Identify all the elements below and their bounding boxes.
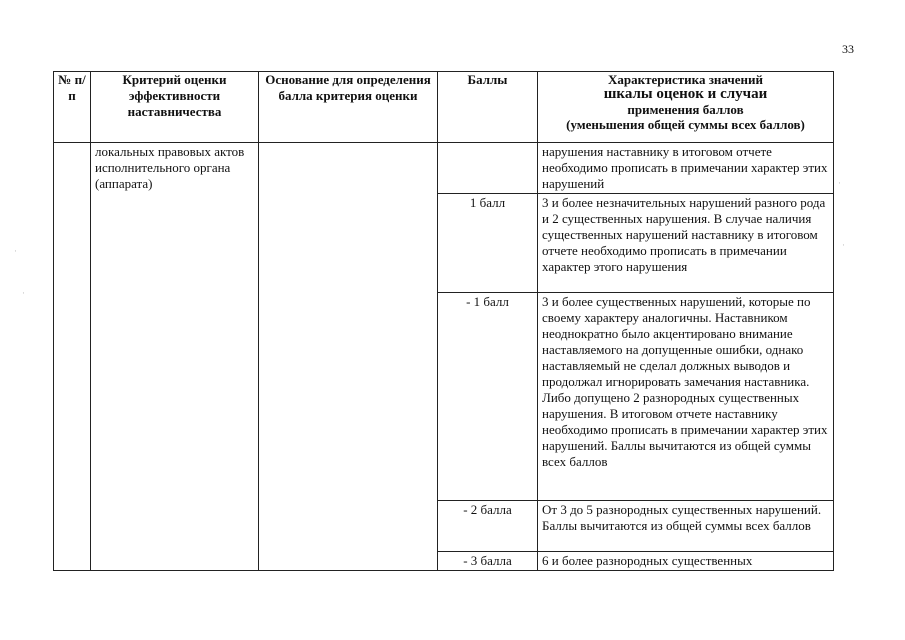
scan-speck: · — [22, 288, 25, 298]
header-score: Баллы — [438, 72, 538, 143]
header-num: № п/п — [54, 72, 91, 143]
header-characteristic-line1: Характеристика значений — [608, 72, 763, 87]
table-row — [54, 143, 834, 194]
cell-basis — [259, 143, 438, 571]
page-number: 33 — [842, 42, 854, 56]
criteria-table — [53, 71, 834, 571]
header-characteristic-line3: применения баллов — [627, 102, 744, 117]
header-characteristic-line4: (уменьшения общей суммы всех баллов) — [566, 117, 805, 132]
scan-speck: · — [14, 246, 17, 256]
cell-characteristic: 3 и более существенных нарушений, которые по своему характеру аналогичны. Наставником неоднократно было акцентировано внимание наставляемого на допущенные ошибки, однако наставляемый не сделал должных выводов и продолжал игнорировать замечания наставника. Либо допущено 2 разнородных существенных нарушения. В итоговом отчете наставнику необходимо прописать в примечании характер этих нарушений. Баллы вычитаются из общей суммы всех баллов — [538, 293, 834, 501]
cell-characteristic: нарушения наставнику в итоговом отчете необходимо прописать в примечании характер этих нарушений — [538, 143, 834, 194]
table-header-row — [54, 72, 834, 143]
header-criterion: Критерий оценки эффективности наставничества — [91, 72, 259, 143]
scan-speck: · — [842, 240, 845, 250]
cell-score — [438, 143, 538, 194]
cell-characteristic: 3 и более незначительных нарушений разного рода и 2 существенных нарушения. В случае наличия существенных нарушений наставнику в итоговом отчете необходимо прописать в примечании характер этого нарушения — [538, 194, 834, 293]
cell-score: 1 балл — [438, 194, 538, 293]
header-characteristic — [538, 72, 834, 143]
cell-criterion: локальных правовых актов исполнительного органа (аппарата) — [91, 143, 259, 571]
cell-num — [54, 143, 91, 571]
cell-characteristic: От 3 до 5 разнородных существенных нарушений. Баллы вычитаются из общей суммы всех баллов — [538, 501, 834, 552]
cell-score: - 3 балла — [438, 552, 538, 571]
header-basis: Основание для определения балла критерия оценки — [259, 72, 438, 143]
header-characteristic-line2: шкалы оценок и случаи — [603, 86, 768, 102]
scan-speck: · — [838, 178, 841, 188]
cell-score: - 2 балла — [438, 501, 538, 552]
cell-score: - 1 балл — [438, 293, 538, 501]
cell-characteristic: 6 и более разнородных существенных — [538, 552, 834, 571]
